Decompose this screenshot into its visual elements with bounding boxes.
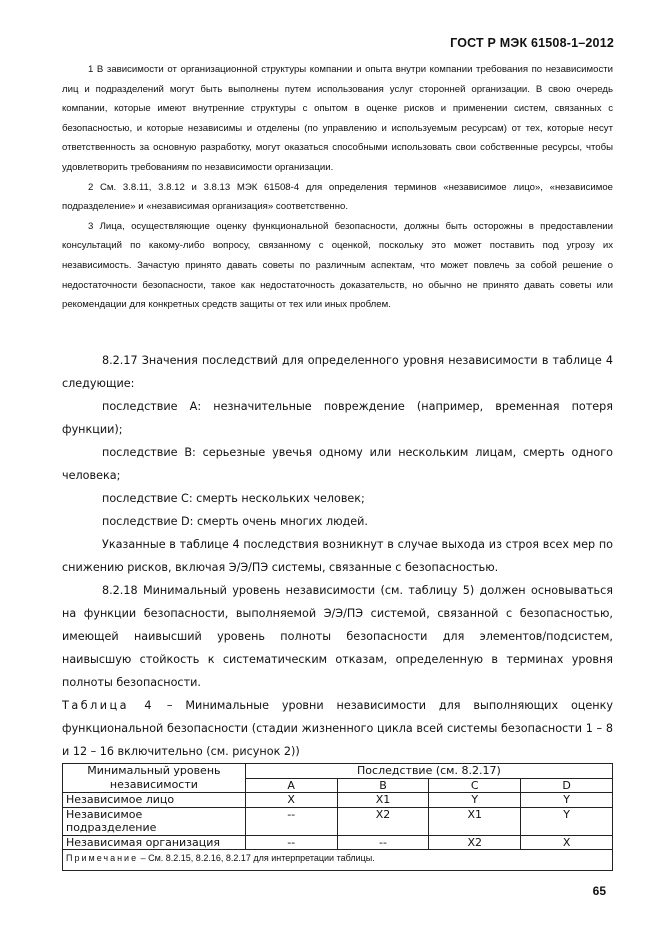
consequence-a: последствие А: незначительные повреждение (например, временная потеря функции);	[62, 400, 613, 436]
document-code-header: ГОСТ Р МЭК 61508-1–2012	[450, 36, 614, 50]
row-label: Независимая организация	[63, 835, 246, 850]
table-caption	[62, 694, 613, 763]
table-header-row	[63, 764, 613, 779]
table-note-label: Примечание	[66, 853, 139, 863]
table-caption-label: Таблица 4	[62, 699, 154, 712]
col-header-d: D	[521, 778, 613, 793]
table-cell: X	[245, 793, 337, 808]
col-header-c: C	[429, 778, 521, 793]
table-row	[63, 807, 613, 835]
consequence-d: последствие D: смерть очень многих людей.	[102, 515, 368, 528]
table-note-row	[63, 850, 613, 871]
row-label: Независимое лицо	[63, 793, 246, 808]
table-cell: X2	[337, 807, 429, 835]
table-row	[63, 835, 613, 850]
header-consequence: Последствие (см. 8.2.17)	[245, 764, 612, 779]
row-label	[63, 807, 246, 835]
consequence-explanation: Указанные в таблице 4 последствия возникнут в случае выхода из строя всех мер по снижению рисков, включая Э/Э/ПЭ системы, связанные с безопасностью.	[62, 538, 613, 574]
clause-8-2-17: 8.2.17 Значения последствий для определенного уровня независимости в таблице 4 следующие:	[62, 354, 613, 390]
row-label-text: Независимое подразделение	[66, 807, 157, 834]
table-caption-text: – Минимальные уровни независимости для выполняющих оценку функциональной безопасности (стадии жизненного цикла всей системы безопасности 1 – 8 и 12 – 16 включительно (см. рисунок 2))	[62, 699, 613, 758]
main-text	[62, 349, 613, 763]
table-cell: Y	[521, 807, 613, 835]
table-cell: X2	[429, 835, 521, 850]
table-note	[63, 850, 613, 871]
table-cell: --	[337, 835, 429, 850]
table-cell: X1	[337, 793, 429, 808]
consequence-c: последствие С: смерть нескольких человек;	[102, 492, 365, 505]
note-3: 3 Лица, осуществляющие оценку функциональной безопасности, должны быть осторожны в предоставлении консультаций по какому-либо вопросу, связанному с оценкой, поскольку это может поставить под угрозу их независимость. Зачастую принято давать советы по различным аспектам, что может повлечь за собой решение о недостаточности безопасности, такое как недостаточность доказательств, но обычно не принято давать советы или рекомендации для конкретных средств защиты от тех или иных проблем.	[62, 220, 613, 311]
col-header-a: A	[245, 778, 337, 793]
notes-block	[62, 60, 613, 315]
consequence-b: последствие В: серьезные увечья одному или нескольким лицам, смерть одного человека;	[62, 446, 613, 482]
table-cell: X	[521, 835, 613, 850]
note-2: 2 См. 3.8.11, 3.8.12 и 3.8.13 МЭК 61508-4 для определения терминов «независимое лицо», «независимое подразделение» и «независимая организация» соответственно.	[62, 181, 613, 213]
table-cell: X1	[429, 807, 521, 835]
table-cell: Y	[429, 793, 521, 808]
header-min-level: Минимальный уровень независимости	[63, 764, 246, 793]
table-cell: --	[245, 807, 337, 835]
table-row	[63, 793, 613, 808]
table-note-text: – См. 8.2.15, 8.2.16, 8.2.17 для интерпретации таблицы.	[138, 853, 375, 863]
clause-8-2-18: 8.2.18 Минимальный уровень независимости (см. таблицу 5) должен основываться на функции безопасности, выполняемой Э/Э/ПЭ системой, связанной с безопасностью, имеющей наивысший уровень полноты безопасности для элементов/подсистем, наивысшую стойкость к систематическим отказам, определенную в терминах уровня полноты безопасности.	[62, 584, 613, 689]
note-1: 1 В зависимости от организационной структуры компании и опыта внутри компании требования по независимости лиц и подразделений могут быть выполнены путем использования услуг сторонней организации. В свою очередь компании, которые имеют внутренние структуры с опытом в оценке рисков и применении систем, связанных с безопасностью, и которые независимы и отделены (по управлению и используемым ресурсам) от тех, которые несут ответственность за основную разработку, могут оказаться способными использовать свои собственные ресурсы, чтобы удовлетворить требованиям по независимости организации.	[62, 64, 613, 173]
table-cell: Y	[521, 793, 613, 808]
table-cell: --	[245, 835, 337, 850]
col-header-b: B	[337, 778, 429, 793]
independence-table	[62, 763, 613, 871]
page-number: 65	[592, 884, 606, 898]
